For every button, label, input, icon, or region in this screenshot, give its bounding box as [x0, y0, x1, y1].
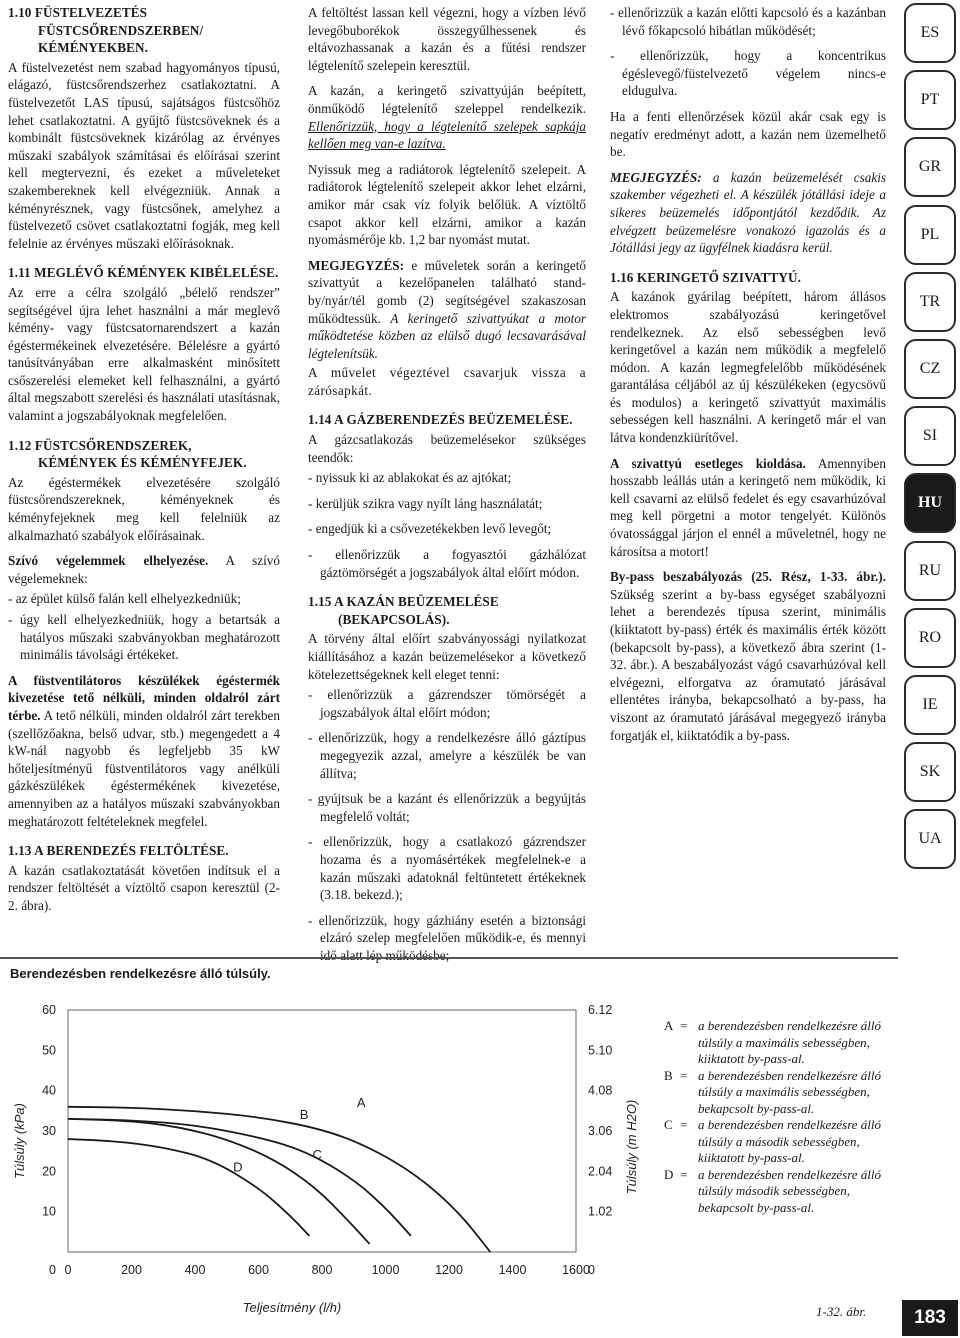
series-label-c: C	[312, 1147, 322, 1163]
legend-item	[664, 1117, 894, 1167]
chart-caption: Berendezésben rendelkezésre álló túlsúly.	[10, 966, 271, 981]
legend-key: B	[664, 1067, 673, 1083]
column-2	[308, 4, 586, 973]
language-tab-pt[interactable]: PT	[904, 70, 956, 130]
x-tick-label: 1000	[371, 1263, 400, 1277]
x-tick-label: 1600	[562, 1263, 590, 1277]
fan-appliance-paragraph: A füstventilátoros készülékek égéstermék kivezetése tető nélküli, minden oldalról zárt térbe. A tető nélküli, minden oldalról zárt terekben (szellőzőakna, belső udvar, stb.) megengedett a 4 kW-nál nagyobb és legfeljebb 35 kW hőteljesítményű füstventilátoros vagy anélküli gázkészülékek égéstermékének kivezetése, amennyiben az a hatályos műszaki szabványokban meghatározott feltételeknek megfelel.	[8, 672, 280, 829]
legend-item	[664, 1018, 894, 1068]
language-tab-si[interactable]: SI	[904, 406, 956, 466]
x-tick-label: 1200	[435, 1263, 463, 1277]
y-right-tick-label: 6.12	[588, 1003, 613, 1017]
legend-equals: =	[680, 1067, 688, 1083]
note-paragraph: MEGJEGYZÉS: a kazán beüzemelését csakis szakember végezheti el. A készülék jótállási ideje a sikeres beüzemelés időpontjától kezdődik. Az elvégzett beüzemelésre vonakozó igazolás és a Jótállási jegy az ügyfélnek kiadásra kerül.	[610, 169, 886, 256]
list-item: - gyújtsuk be a kazánt és ellenőrizzük a begyújtás megfelelő voltát;	[308, 791, 586, 824]
x-tick-label: 200	[121, 1263, 142, 1277]
section-1-10-heading: 1.10 FÜSTELVEZETÉS FÜSTCSŐRENDSZERBEN/ KÉMÉNYEKBEN.	[8, 5, 204, 56]
language-tab-ua[interactable]: UA	[904, 809, 956, 869]
series-line-b	[68, 1119, 411, 1236]
language-tab-pl[interactable]: PL	[904, 205, 956, 265]
section-1-10-text: A füstelvezetést nem szabad hagyományos típusú, elágazó, füstcsőrendszerhez csatlakoztatni. A füstelvezetőt LAS típusú, sajátságos füstcsőhöz lehet csatlakoztatni. A gyűjtő füstcsöveknek és a kombinált füstcsöveknek kizárólag az érvényes műszaki szabályok számításai és előírásai szerint kell megtervezni, és ezeket a műveleteket szakembereknek kell elvégezniük. Annak a kéményrésznek, vagy füstcsőnek, amelyhez a füstelvezető csövet csatlakoztatni fogják, meg kell felelnie az érvényes műszaki előírásoknak.	[8, 59, 280, 251]
legend-text: a berendezésben rendelkezésre álló túlsúly a második sebességben, kiiktatott by-pass-al.	[698, 1117, 882, 1165]
language-tab-cz[interactable]: CZ	[904, 339, 956, 399]
section-1-12-heading: 1.12 FÜSTCSŐRENDSZEREK, KÉMÉNYEK ÉS KÉMÉNYFEJEK.	[8, 437, 247, 471]
section-1-13-text: A kazán csatlakoztatását követően indítsuk el a rendszer feltöltését a víztöltő csapon keresztül (2-2. ábra).	[8, 862, 280, 913]
x-tick-label: 600	[248, 1263, 269, 1277]
y-tick-label: 0	[49, 1263, 56, 1277]
y-tick-label: 40	[42, 1083, 56, 1098]
section-1-16-text: A kazánok gyárilag beépített, három állásos elektromos szabályozású keringetővel rendelkeznek. Az első sebességben levő keringetővel a kazán nem működik a megfelelő módon. A kazán legmegfelelőbb működésének garantálása céljából az új készülékeken (egycsövű és modulos) a keringető szivattyút maximális sebességen kell használni. A keringető már el van látva kondenzkiürítővel.	[610, 289, 886, 446]
section-1-16-heading: 1.16 KERINGETŐ SZIVATTYÚ.	[610, 269, 802, 285]
legend-key: C	[664, 1117, 673, 1132]
x-axis-label: Teljesítmény (l/h)	[242, 1300, 342, 1315]
paragraph: Nyissuk meg a radiátorok légtelenítő szelepeit. A radiátorok légtelenítő szelepeit akkor lehet elzárni, amikor már csak víz folyik belőlük. A víztöltő csapot akkor kell elzárni, amikor a kazán nyomásmérője kb. 1,2 bar nyomást mutat.	[308, 161, 586, 248]
y-right-tick-label: 0	[588, 1263, 595, 1277]
x-tick-label: 400	[184, 1263, 206, 1277]
column-1	[8, 4, 280, 923]
page-number: 183	[902, 1300, 958, 1336]
legend-equals: =	[680, 1018, 688, 1033]
y-tick-label: 60	[42, 1003, 56, 1017]
language-tab-es[interactable]: ES	[904, 3, 956, 63]
list-item: - engedjük ki a csővezetékekben levő levegőt;	[308, 521, 552, 537]
pump-head-chart	[0, 990, 640, 1330]
series-line-a	[68, 1107, 490, 1252]
paragraph: A művelet végeztével csavarjuk vissza a zárósapkát.	[308, 365, 586, 398]
series-label-b: B	[299, 1106, 309, 1122]
legend-text: a berendezésben rendelkezésre álló túlsúly második sebességben, bekapcsolt by-pass-al.	[698, 1166, 882, 1215]
section-1-14-text: A gázcsatlakozás beüzemelésekor szükséges teendők:	[308, 432, 586, 465]
series-label-d: D	[233, 1159, 243, 1175]
paragraph: A feltöltést lassan kell végezni, hogy a vízben lévő levegőbuborékok összegyűlhessenek és eltávozhassanak a kazán és a fűtési rendszer légtelenítő szelepein keresztül.	[308, 5, 586, 73]
section-1-11-text: Az erre a célra szolgáló „bélelő rendszer” segítségével újra lehet használni a már meglevő kémény- vagy füstcsatornarendszert a kazán égéstermékeinek elvezetésére. Bélelésre a gyártó tanúsítványában erre alkalmasként minősített csőszerelési elemeket kell felhasználni, a gyártó által megszabott szerelési és használati utasításnak, valamint a jogszabályoknak megfelelően.	[8, 284, 280, 424]
paragraph: Ha a fenti ellenőrzések közül akár csak egy is negatív eredményt adott, a kazán nem üzemelhető be.	[610, 108, 886, 160]
y-tick-label: 20	[42, 1164, 56, 1179]
list-item: - ellenőrizzük a fogyasztói gázhálózat gáztömörségét a jogszabályok által előírt módon.	[308, 547, 586, 580]
x-tick-label: 1400	[498, 1263, 527, 1277]
bypass-paragraph: By-pass beszabályozás (25. Rész, 1-33. ábr.). Szükség szerint a by-bass egységet szabályozni lehet a berendezés típusa szerint, minimális (kiiktatott by-pass) érték és maximális érték között (bekapcsolt by-pass), a következő ábra szerint (1-32. ábr.). A beszabályozást vágó csavarhúzóval kell elvégezni, elforgatva az óramutató járásával ellentétes irányba, bekapcsolható a by-pass, ha viszont az óramutató járásával megegyező irányba forgatják el, kiiktatódik a by-pass.	[610, 569, 886, 743]
legend-item	[664, 1167, 894, 1217]
column-3	[610, 4, 886, 752]
y-right-axis-label: Túlsúly (m H2O)	[624, 1099, 639, 1195]
y-tick-label: 10	[42, 1204, 56, 1219]
figure-reference: 1-32. ábr.	[816, 1304, 867, 1319]
language-tab-ru[interactable]: RU	[904, 541, 956, 601]
legend-key: D	[664, 1166, 674, 1182]
language-tab-gr[interactable]: GR	[904, 137, 956, 197]
legend-equals: =	[680, 1117, 688, 1132]
list-item: - nyissuk ki az ablakokat és az ajtókat;	[308, 470, 512, 486]
language-tab-ro[interactable]: RO	[904, 608, 956, 668]
list-item: - ellenőrizzük, hogy a koncentrikus égéslevegő/füstelvezető végelem nincs-e eldugulva.	[610, 48, 886, 99]
divider	[0, 957, 898, 959]
list-item: - az épület külső falán kell elhelyezkedniük;	[8, 591, 241, 607]
y-right-tick-label: 4.08	[588, 1083, 613, 1098]
list-item: - ellenőrizzük, hogy a rendelkezésre álló gáztípus megegyezik azzal, amelyre a készülék be van állítva;	[308, 730, 586, 781]
series-line-c	[68, 1119, 370, 1244]
x-tick-label: 0	[64, 1263, 72, 1277]
section-1-15-text: A törvény által előírt szabványossági nyilatkozat kiállításához a kazán beüzemelésekor a következő kötelezettségeknek kell eleget tenni:	[308, 631, 586, 682]
list-item: - kerüljük szikra vagy nyílt láng használatát;	[308, 495, 543, 511]
legend-key: A	[664, 1018, 674, 1033]
list-item: - ellenőrizzük, hogy gázhiány esetén a biztonsági elzáró szelep megfelelően működik-e, és mennyi idő alatt lép működésbe;	[308, 912, 586, 963]
legend-equals: =	[680, 1166, 688, 1182]
section-1-13-heading: 1.13 A BERENDEZÉS FELTÖLTÉSE.	[8, 843, 229, 859]
list-item: - ellenőrizzük, hogy a csatlakozó gázrendszer hozama és a nyomásértékek megfelelnek-e a kazán műszaki adatoknál feltüntetett értékeknek (3.18. bekezd.);	[308, 834, 586, 903]
series-label-a: A	[356, 1094, 366, 1110]
legend-item	[664, 1068, 894, 1118]
y-right-tick-label: 5.10	[588, 1043, 613, 1058]
y-right-tick-label: 1.02	[588, 1204, 613, 1219]
language-tab-hu[interactable]: HU	[904, 473, 956, 533]
list-item: - úgy kell elhelyezkedniük, hogy a betartsák a hatályos műszaki szabványokban meghatározott minimális távolsági értékeket.	[8, 612, 280, 663]
suction-terminal-paragraph: Szívó végelemmek elhelyezése. A szívó végelemeknek:	[8, 553, 280, 586]
section-1-11-heading: 1.11 MEGLÉVŐ KÉMÉNYEK KIBÉLELÉSE.	[8, 265, 279, 281]
y-right-tick-label: 3.06	[588, 1124, 613, 1138]
paragraph: A kazán, a keringető szivattyúján beépített, önműködő légtelenítő szeleppel rendelkezik. Ellenőrizzük, hogy a légtelenítő szelepek sapkája kellően meg van-e lazítva.	[308, 83, 586, 152]
language-tab-sk[interactable]: SK	[904, 742, 956, 802]
list-item: - ellenőrizzük a kazán előtti kapcsoló és a kazánban lévő főkapcsoló hibátlan működését;	[610, 5, 886, 38]
pump-release-paragraph: A szivattyú esetleges kioldása. Amennyiben hosszabb leállás után a keringető nem működik, ki kell csavarni az elülső fedelet és egy csavarhúzóval meg kell pörgetni a motor tengelyét. Különös óvatossággal járjon el ennél a műveletnél, hogy ne károsítsa a motort!	[610, 455, 886, 559]
chart-legend	[664, 1018, 894, 1216]
x-tick-label: 800	[311, 1263, 333, 1277]
series-line-d	[68, 1139, 309, 1236]
legend-text: a berendezésben rendelkezésre álló túlsúly a maximális sebességben, bekapcsolt by-pass-al.	[698, 1067, 882, 1116]
list-item: - ellenőrizzük a gázrendszer tömörségét a jogszabályok által előírt módon;	[308, 687, 586, 720]
section-1-15-heading: 1.15 A KAZÁN BEÜZEMELÉSE (BEKAPCSOLÁS).	[308, 594, 499, 627]
language-tab-ie[interactable]: IE	[904, 675, 956, 735]
legend-text: a berendezésben rendelkezésre álló túlsúly a maximális sebességben, kiiktatott by-pass-al.	[698, 1018, 882, 1066]
section-1-12-text: Az égéstermékek elvezetésére szolgáló füstcsőrendszereknek, kéményeknek és kéményfejeknek meg kell felelniük az alkalmazható szabályok előírásainak.	[8, 474, 280, 543]
language-tab-tr[interactable]: TR	[904, 272, 956, 332]
section-1-14-heading: 1.14 A GÁZBERENDEZÉS BEÜZEMELÉSE.	[308, 412, 573, 428]
y-right-tick-label: 2.04	[588, 1164, 613, 1179]
note-paragraph: MEGJEGYZÉS: e műveletek során a keringető szivattyút a kezelőpanelen található stand-by/nyár/tél gomb (2) segítségével szakaszosan működtessük. A keringető szivattyúkat a motor működtetése közben az elülső dugó lecsavarásával légtelenítsük.	[308, 257, 586, 361]
y-axis-label: Túlsúly (kPa)	[12, 1103, 27, 1179]
y-tick-label: 50	[42, 1043, 56, 1058]
y-tick-label: 30	[42, 1124, 56, 1138]
